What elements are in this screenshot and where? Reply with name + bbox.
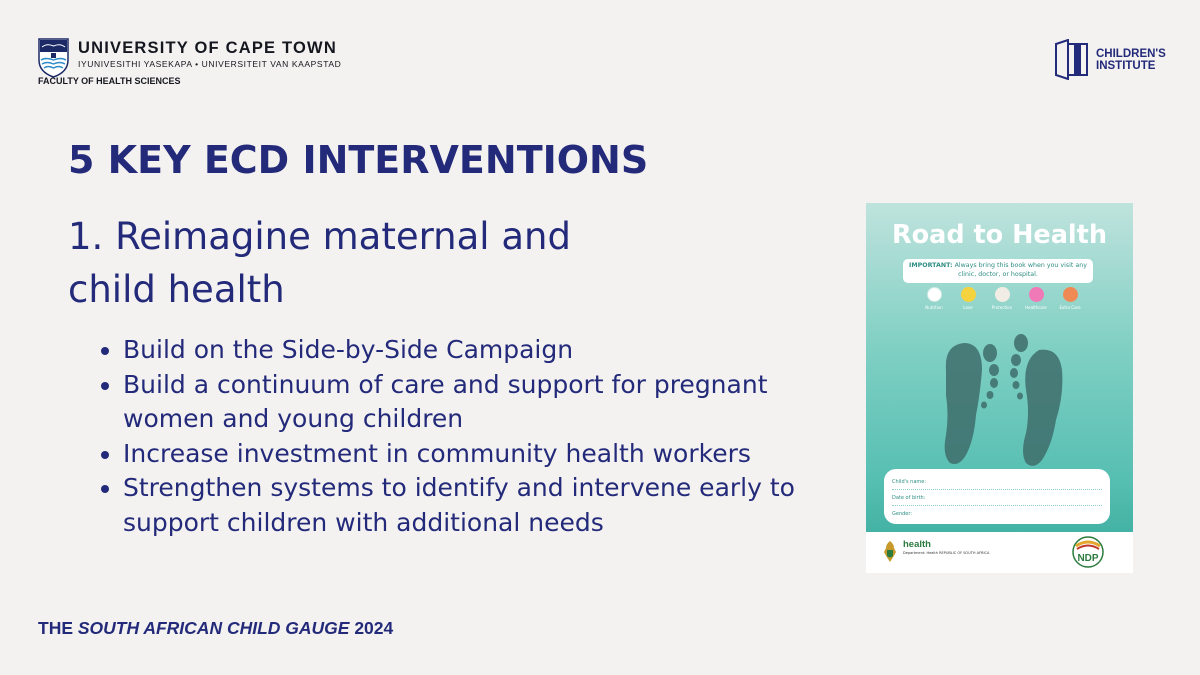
footer-prefix: THE <box>38 618 78 638</box>
ci-line2: INSTITUTE <box>1096 59 1156 72</box>
important-label: IMPORTANT: <box>909 262 953 269</box>
road-to-health-cover <box>866 203 1133 573</box>
care-item: Healthcare <box>1024 287 1048 310</box>
cover-title: Road to Health <box>891 220 1107 250</box>
date-of-birth-field: Date of birth: <box>892 490 1102 506</box>
care-item: Protection <box>990 287 1014 310</box>
page-title: 5 KEY ECD INTERVENTIONS <box>68 138 649 182</box>
care-item: Nutrition <box>922 287 946 310</box>
care-icons-row <box>922 287 1082 310</box>
uct-crest-icon <box>38 38 69 78</box>
bullet-item: • Build a continuum of care and support for pregnant women and young children <box>123 368 813 437</box>
uct-logo <box>38 38 341 86</box>
healthcare-icon <box>1029 287 1044 302</box>
care-item: Extra Care <box>1058 287 1082 310</box>
childs-name-field: Child's name: <box>892 474 1102 490</box>
care-item: Love <box>956 287 980 310</box>
ndp-logo-icon <box>1071 536 1105 568</box>
important-text: Always bring this book when you visit any clinic, doctor, or hospital. <box>954 262 1087 278</box>
ndp-text: NDP <box>1077 553 1099 564</box>
extra-care-icon <box>1063 287 1078 302</box>
footer-suffix: 2024 <box>349 618 394 638</box>
nutrition-icon <box>927 287 942 302</box>
footer-italic: SOUTH AFRICAN CHILD GAUGE <box>77 618 350 638</box>
bullet-item: • Increase investment in community health workers <box>123 437 813 472</box>
protection-icon <box>995 287 1010 302</box>
sa-coat-of-arms-icon <box>882 540 898 564</box>
section-subtitle: 1. Reimagine maternal and child health <box>68 215 571 311</box>
bullet-item: • Build on the Side-by-Side Campaign <box>123 333 813 368</box>
uct-subtitle: IYUNIVESITHI YASEKAPA • UNIVERSITEIT VAN KAAPSTAD <box>78 59 342 69</box>
love-icon <box>961 287 976 302</box>
health-wordmark: health <box>903 539 931 550</box>
gender-field: Gender: <box>892 511 913 517</box>
health-department-text: Department: Health REPUBLIC OF SOUTH AFRICA <box>903 551 990 555</box>
ci-line1: CHILDREN'S <box>1096 47 1166 60</box>
bullet-list <box>98 333 813 540</box>
childrens-institute-logo <box>1055 39 1166 80</box>
uct-faculty: FACULTY OF HEALTH SCIENCES <box>38 76 181 86</box>
uct-name: UNIVERSITY OF CAPE TOWN <box>78 39 337 57</box>
bullet-item: • Strengthen systems to identify and intervene early to support children with additional needs <box>123 471 813 540</box>
cover-form <box>884 469 1110 524</box>
cover-footer <box>866 532 1133 573</box>
footer-source <box>38 618 393 639</box>
childrens-institute-logo-icon <box>1055 39 1088 80</box>
cover-important-note <box>903 259 1093 283</box>
footprints-icon <box>924 325 1089 475</box>
